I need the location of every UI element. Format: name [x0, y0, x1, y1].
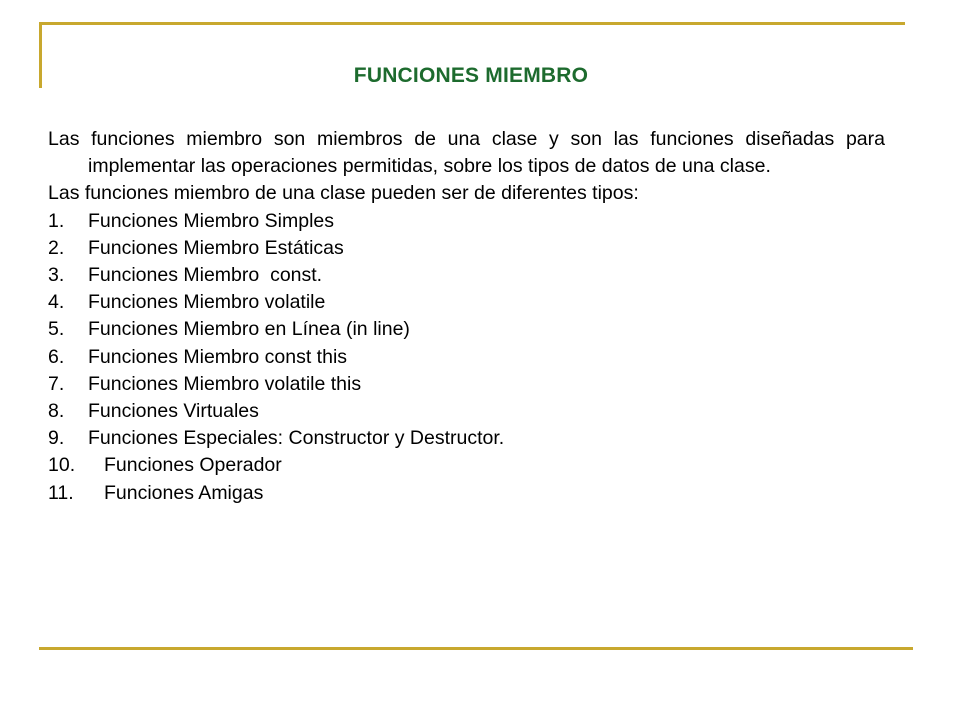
list-item-text: Funciones Miembro volatile this: [88, 372, 362, 395]
slide-body: [48, 126, 885, 507]
list-item-number: 5.: [48, 318, 65, 341]
list-item-number: 2.: [48, 236, 65, 259]
list-item-text: Funciones Amigas: [104, 481, 264, 504]
list-item-text: Funciones Operador: [104, 454, 282, 477]
list-item-text: Funciones Miembro en Línea (in line): [88, 318, 410, 341]
list-item-text: Funciones Especiales: Constructor y Destructor.: [88, 427, 505, 450]
list-item-number: 8.: [48, 400, 65, 423]
list-item-number: 1.: [48, 209, 65, 232]
function-types-list: [48, 208, 885, 507]
frame-bottom-border: [39, 647, 913, 650]
list-item: [48, 425, 885, 452]
list-item: [48, 262, 885, 289]
list-item: [48, 398, 885, 425]
list-item-number: 7.: [48, 372, 65, 395]
list-item: [48, 371, 885, 398]
list-item-number: 4.: [48, 291, 65, 314]
list-item-text: Funciones Miembro const this: [88, 345, 348, 368]
list-item: [48, 235, 885, 262]
list-item: [48, 316, 885, 343]
types-intro: Las funciones miembro de una clase pueden ser de diferentes tipos:: [48, 182, 639, 205]
list-item-text: Funciones Miembro Estáticas: [88, 236, 344, 259]
definition-paragraph: Las funciones miembro son miembros de una clase y son las funciones diseñadas para implementar las operaciones permitidas, sobre los tipos de datos de una clase.: [48, 128, 885, 178]
list-item-text: Funciones Miembro volatile: [88, 291, 326, 314]
list-item: [48, 480, 885, 507]
list-item-number: 6.: [48, 345, 65, 368]
list-item-text: Funciones Miembro const.: [88, 264, 323, 287]
list-item-number: 3.: [48, 264, 65, 287]
list-item: [48, 208, 885, 235]
list-item-text: Funciones Virtuales: [88, 400, 259, 423]
list-item-text: Funciones Miembro Simples: [88, 209, 335, 232]
list-item: [48, 344, 885, 371]
slide-title: FUNCIONES MIEMBRO: [353, 64, 589, 87]
list-item: [48, 289, 885, 316]
list-item-number: 10.: [48, 454, 76, 477]
list-item: [48, 452, 885, 479]
list-item-number: 9.: [48, 427, 65, 450]
list-item-number: 11.: [48, 481, 74, 504]
frame-top-border: [39, 22, 905, 25]
